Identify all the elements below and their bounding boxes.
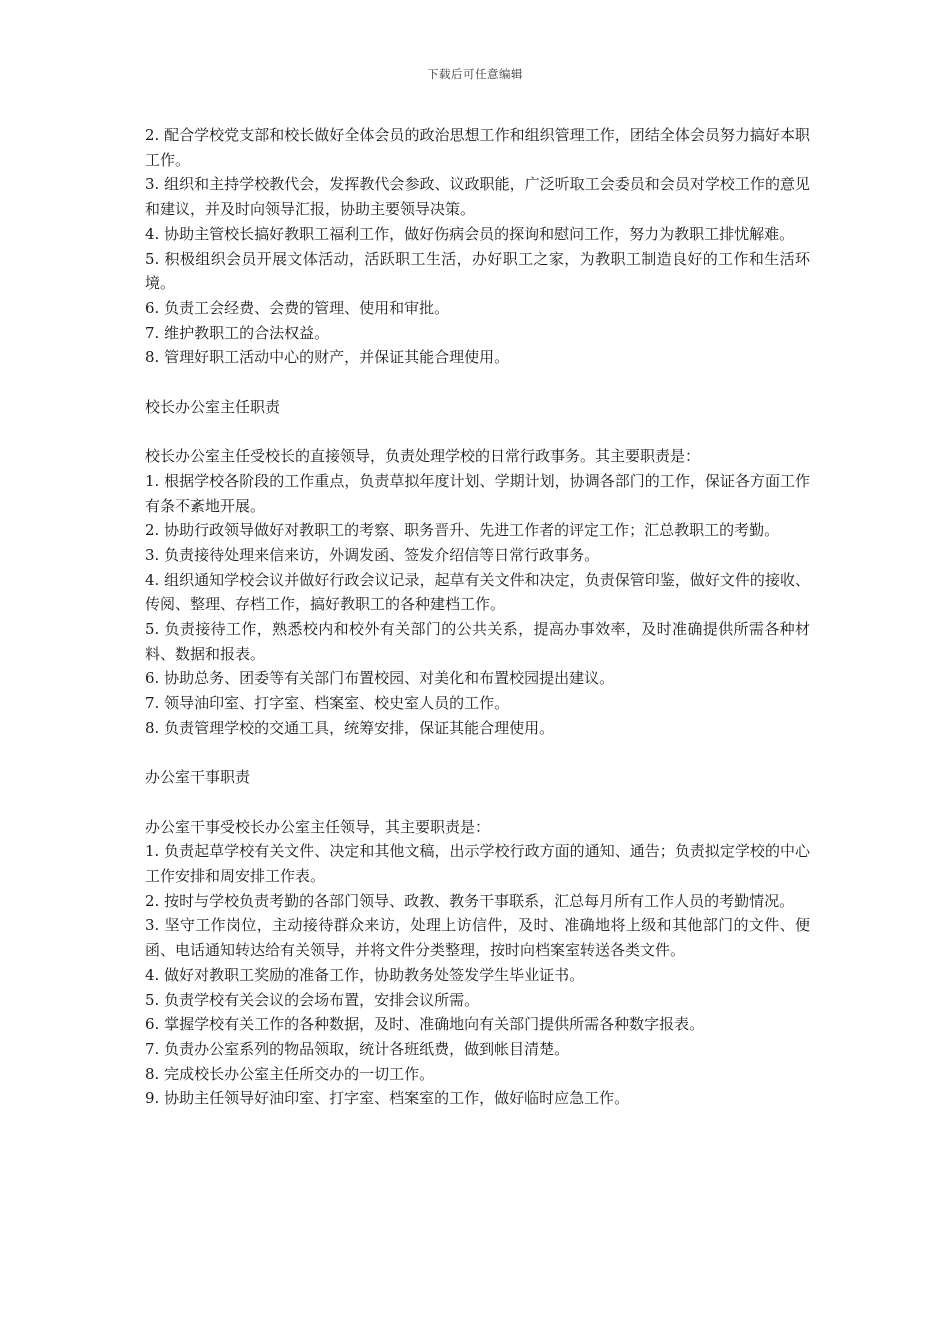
section-heading: 办公室干事职责 [145, 768, 251, 787]
section-intro: 校长办公室主任受校长的直接领导，负责处理学校的日常行政事务。其主要职责是： [145, 447, 701, 466]
list-item: 6. 协助总务、团委等有关部门布置校园、对美化和布置校园提出建议。 [145, 669, 615, 688]
list-item: 5. 负责学校有关会议的会场布置，安排会议所需。 [145, 990, 480, 1009]
section-union-duties [145, 123, 810, 370]
list-item: 6. 负责工会经费、会费的管理、使用和审批。 [145, 298, 450, 317]
list-item: 2. 协助行政领导做好对教职工的考察、职务晋升、先进工作者的评定工作；汇总教职工的考勤。 [145, 521, 780, 540]
blank-line [145, 741, 810, 766]
section-office-clerk-duties [145, 815, 810, 1111]
list-item: 1. 负责起草学校有关文件、决定和其他文稿，出示学校行政方面的通知、通告；负责拟定学校的中心工作安排和周安排工作表。 [145, 842, 810, 886]
page-header: 下载后可任意编辑 [427, 67, 523, 81]
list-item: 4. 协助主管校长搞好教职工福利工作，做好伤病会员的探询和慰问工作，努力为教职工排忧解难。 [145, 224, 795, 243]
list-item: 3. 坚守工作岗位，主动接待群众来访，处理上访信件，及时、准确地将上级和其他部门的文件、便函、电话通知转达给有关领导，并将文件分类整理，按时向档案室转送各类文件。 [145, 916, 810, 960]
list-item: 3. 组织和主持学校教代会，发挥教代会参政、议政职能，广泛听取工会委员和会员对学校工作的意见和建议，并及时向领导汇报，协助主要领导决策。 [145, 175, 810, 219]
list-item: 7. 领导油印室、打字室、档案室、校史室人员的工作。 [145, 694, 510, 713]
list-item: 4. 组织通知学校会议并做好行政会议记录，起草有关文件和决定，负责保管印鉴，做好文件的接收、传阅、整理、存档工作，搞好教职工的各种建档工作。 [145, 570, 810, 614]
section-office-director-duties [145, 444, 810, 740]
list-item: 8. 完成校长办公室主任所交办的一切工作。 [145, 1064, 435, 1083]
list-item: 9. 协助主任领导好油印室、打字室、档案室的工作，做好临时应急工作。 [145, 1089, 630, 1108]
section-intro: 办公室干事受校长办公室主任领导，其主要职责是： [145, 817, 491, 836]
list-item: 7. 负责办公室系列的物品领取，统计各班纸费，做到帐目清楚。 [145, 1039, 570, 1058]
list-item: 2. 配合学校党支部和校长做好全体会员的政治思想工作和组织管理工作，团结全体会员努力搞好本职工作。 [145, 126, 810, 169]
list-item: 5. 负责接待工作，熟悉校内和校外有关部门的公共关系，提高办事效率，及时准确提供所需各种材料、数据和报表。 [145, 620, 810, 663]
blank-line [145, 790, 810, 815]
list-item: 8. 负责管理学校的交通工具，统筹安排，保证其能合理使用。 [145, 718, 555, 737]
list-item: 4. 做好对教职工奖励的准备工作，协助教务处签发学生毕业证书。 [145, 965, 585, 984]
section-heading: 校长办公室主任职责 [145, 397, 281, 416]
list-item: 3. 负责接待处理来信来访，外调发函、签发介绍信等日常行政事务。 [145, 545, 600, 564]
list-item: 6. 掌握学校有关工作的各种数据，及时、准确地向有关部门提供所需各种数字报表。 [145, 1015, 705, 1034]
blank-line [145, 370, 810, 395]
list-item: 7. 维护教职工的合法权益。 [145, 323, 330, 342]
list-item: 1. 根据学校各阶段的工作重点，负责草拟年度计划、学期计划，协调各部门的工作，保证各方面工作有条不紊地开展。 [145, 471, 810, 515]
list-item: 5. 积极组织会员开展文体活动，活跃职工生活，办好职工之家，为教职工制造良好的工作和生活环境。 [145, 249, 810, 293]
list-item: 8. 管理好职工活动中心的财产，并保证其能合理使用。 [145, 348, 510, 367]
document-body [145, 123, 810, 1111]
blank-line [145, 419, 810, 444]
list-item: 2. 按时与学校负责考勤的各部门领导、政教、教务干事联系，汇总每月所有工作人员的考勤情况。 [145, 891, 795, 910]
